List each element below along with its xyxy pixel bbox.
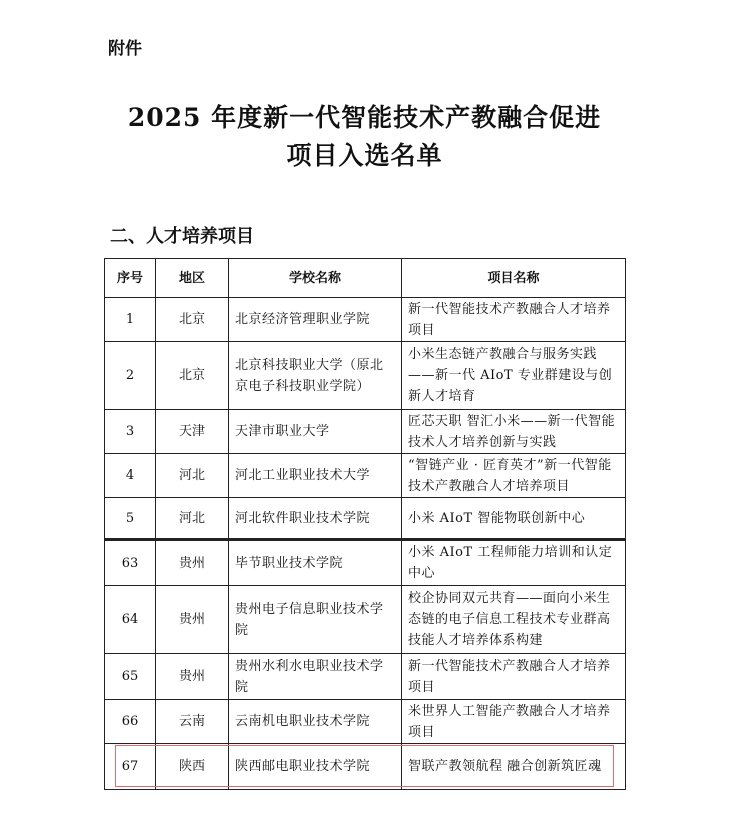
row-region: 北京 bbox=[156, 342, 229, 410]
header-school: 学校名称 bbox=[229, 259, 402, 298]
row-region: 天津 bbox=[156, 410, 229, 454]
table-row bbox=[105, 586, 626, 654]
row-no: 63 bbox=[105, 540, 156, 586]
row-project: 新一代智能技术产教融合人才培养项目 bbox=[402, 298, 626, 342]
table-row bbox=[105, 410, 626, 454]
row-school: 河北软件职业技术学院 bbox=[229, 498, 402, 540]
row-school: 北京科技职业大学（原北京电子科技职业学院） bbox=[229, 342, 402, 410]
row-no: 67 bbox=[105, 744, 156, 790]
row-school: 陕西邮电职业技术学院 bbox=[229, 744, 402, 790]
table-row bbox=[105, 700, 626, 744]
row-region: 贵州 bbox=[156, 540, 229, 586]
row-school: 毕节职业技术学院 bbox=[229, 540, 402, 586]
row-no: 65 bbox=[105, 654, 156, 700]
row-project: 米世界人工智能产教融合人才培养项目 bbox=[402, 700, 626, 744]
table-row bbox=[105, 454, 626, 498]
row-school: 贵州电子信息职业技术学院 bbox=[229, 586, 402, 654]
row-no: 66 bbox=[105, 700, 156, 744]
document-title-line-1: 2025 年度新一代智能技术产教融合促进 bbox=[127, 103, 602, 132]
row-school: 河北工业职业技术大学 bbox=[229, 454, 402, 498]
row-region: 河北 bbox=[156, 498, 229, 540]
row-region: 陕西 bbox=[156, 744, 229, 790]
row-project: 小米生态链产教融合与服务实践——新一代 AIoT 专业群建设与创新人才培育 bbox=[402, 342, 626, 410]
row-region: 贵州 bbox=[156, 586, 229, 654]
header-no: 序号 bbox=[105, 259, 156, 298]
table-row bbox=[105, 540, 626, 586]
header-project: 项目名称 bbox=[402, 259, 626, 298]
section-title: 二、人才培养项目 bbox=[110, 226, 254, 247]
row-school: 贵州水利水电职业技术学院 bbox=[229, 654, 402, 700]
row-no: 4 bbox=[105, 454, 156, 498]
row-school: 北京经济管理职业学院 bbox=[229, 298, 402, 342]
row-no: 5 bbox=[105, 498, 156, 540]
row-project: 小米 AIoT 智能物联创新中心 bbox=[402, 498, 626, 540]
row-project: 智联产教领航程 融合创新筑匠魂 bbox=[402, 744, 626, 790]
attachment-label: 附件 bbox=[108, 39, 142, 59]
row-region: 云南 bbox=[156, 700, 229, 744]
row-project: 匠芯天职 智汇小米——新一代智能技术人才培养创新与实践 bbox=[402, 410, 626, 454]
row-school: 天津市职业大学 bbox=[229, 410, 402, 454]
row-project: “智链产业 · 匠育英才”新一代智能技术产教融合人才培养项目 bbox=[402, 454, 626, 498]
row-project: 校企协同双元共育——面向小米生态链的电子信息工程技术专业群高技能人才培养体系构建 bbox=[402, 586, 626, 654]
row-project: 小米 AIoT 工程师能力培训和认定中心 bbox=[402, 540, 626, 586]
table-header-row bbox=[105, 259, 626, 298]
table-row bbox=[105, 342, 626, 410]
row-no: 3 bbox=[105, 410, 156, 454]
selection-table bbox=[104, 258, 626, 790]
table-row bbox=[105, 654, 626, 700]
table-row bbox=[105, 498, 626, 540]
row-no: 64 bbox=[105, 586, 156, 654]
row-region: 贵州 bbox=[156, 654, 229, 700]
table-row bbox=[105, 298, 626, 342]
row-school: 云南机电职业技术学院 bbox=[229, 700, 402, 744]
row-region: 北京 bbox=[156, 298, 229, 342]
row-no: 1 bbox=[105, 298, 156, 342]
row-project: 新一代智能技术产教融合人才培养项目 bbox=[402, 654, 626, 700]
row-no: 2 bbox=[105, 342, 156, 410]
table-row bbox=[105, 744, 626, 790]
row-region: 河北 bbox=[156, 454, 229, 498]
document-title-line-2: 项目入选名单 bbox=[286, 141, 443, 170]
header-region: 地区 bbox=[156, 259, 229, 298]
